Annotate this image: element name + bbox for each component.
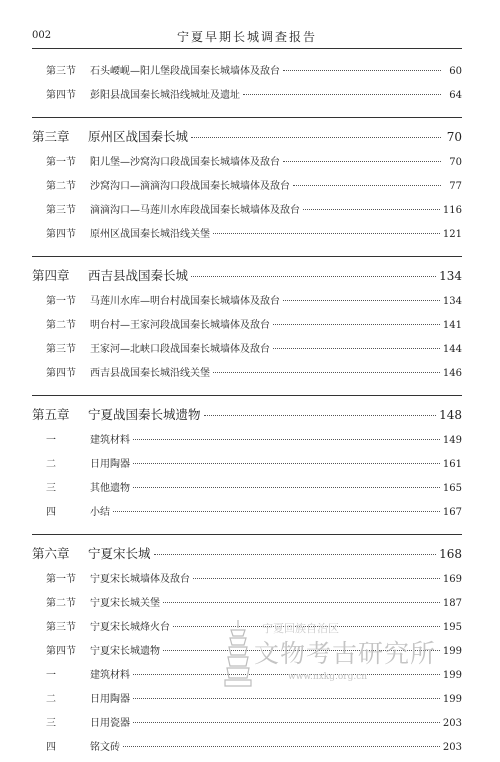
toc-section-entry[interactable] — [32, 62, 462, 86]
entry-label: 第三章 — [32, 129, 70, 144]
watermark-title: 文物考古研究所 — [254, 639, 437, 668]
entry-page: 168 — [439, 547, 462, 561]
toc-section-entry[interactable] — [32, 738, 462, 762]
watermark-subtitle: 宁夏回族自治区 — [262, 622, 339, 635]
entry-title: 滴滴沟口—马莲川水库段战国秦长城墙体及敌台 — [90, 205, 300, 216]
entry-label: 第四节 — [46, 90, 76, 101]
chapter-divider — [32, 395, 462, 396]
toc-chapter-entry[interactable] — [32, 405, 462, 431]
entry-page: 144 — [442, 344, 462, 355]
entry-label: 第六章 — [32, 546, 70, 561]
entry-label: 第四节 — [46, 646, 76, 657]
entry-page: 60 — [449, 66, 462, 77]
entry-title: 宁夏宋长城遗物 — [90, 646, 160, 657]
entry-page: 148 — [439, 408, 462, 422]
leader-dots — [154, 554, 437, 555]
leader-dots — [243, 94, 441, 95]
entry-label: 第四章 — [32, 268, 70, 283]
entry-page: 77 — [449, 181, 462, 192]
toc-section-entry[interactable] — [32, 714, 462, 738]
leader-dots — [303, 209, 440, 210]
entry-page: 64 — [449, 90, 462, 101]
watermark — [232, 620, 482, 690]
entry-title: 宁夏宋长城烽火台 — [90, 622, 170, 633]
entry-page: 141 — [442, 320, 462, 331]
entry-title: 其他遗物 — [90, 483, 130, 494]
entry-label: 第四节 — [46, 368, 76, 379]
leader-dots — [273, 324, 440, 325]
leader-dots — [273, 348, 440, 349]
entry-label: 第二节 — [46, 598, 76, 609]
entry-title: 明台村—王家河段战国秦长城墙体及敌台 — [90, 320, 270, 331]
leader-dots — [191, 276, 436, 277]
toc-chapter-entry[interactable] — [32, 127, 462, 153]
leader-dots — [213, 372, 440, 373]
entry-title: 宁夏宋长城 — [88, 546, 151, 561]
entry-title: 宁夏宋长城墙体及敌台 — [90, 574, 190, 585]
leader-dots — [133, 698, 440, 699]
leader-dots — [193, 578, 440, 579]
leader-dots — [133, 463, 440, 464]
toc-section-entry[interactable] — [32, 690, 462, 714]
entry-page: 134 — [439, 269, 462, 283]
entry-page: 203 — [442, 718, 462, 729]
entry-page: 146 — [442, 368, 462, 379]
chapter-divider — [32, 256, 462, 257]
entry-title: 王家河—北峡口段战国秦长城墙体及敌台 — [90, 344, 270, 355]
entry-label: 二 — [46, 694, 56, 705]
leader-dots — [113, 511, 440, 512]
entry-page: 199 — [442, 694, 462, 705]
entry-page: 121 — [442, 229, 462, 240]
entry-title: 原州区战国秦长城沿线关堡 — [90, 229, 210, 240]
entry-title: 日用陶器 — [90, 459, 130, 470]
entry-page: 149 — [442, 435, 462, 446]
toc-section-entry[interactable] — [32, 153, 462, 177]
entry-title: 日用瓷器 — [90, 718, 130, 729]
entry-page: 161 — [442, 459, 462, 470]
entry-label: 第三节 — [46, 205, 76, 216]
entry-label: 二 — [46, 459, 56, 470]
leader-dots — [123, 746, 440, 747]
entry-title: 原州区战国秦长城 — [88, 129, 189, 144]
entry-page: 199 — [442, 670, 462, 681]
entry-label: 一 — [46, 435, 56, 446]
entry-label: 第二节 — [46, 181, 76, 192]
leader-dots — [213, 233, 440, 234]
toc-section-entry[interactable] — [32, 455, 462, 479]
entry-label: 三 — [46, 718, 56, 729]
leader-dots — [283, 161, 441, 162]
pagoda-icon — [220, 618, 256, 688]
entry-label: 第四节 — [46, 229, 76, 240]
entry-title: 沙窝沟口—滴滴沟口段战国秦长城墙体及敌台 — [90, 181, 290, 192]
entry-label: 第一节 — [46, 157, 76, 168]
entry-title: 宁夏战国秦长城遗物 — [88, 407, 201, 422]
entry-title: 建筑材料 — [90, 670, 130, 681]
leader-dots — [133, 439, 440, 440]
toc-section-entry[interactable] — [32, 86, 462, 110]
entry-title: 建筑材料 — [90, 435, 130, 446]
watermark-url: www.nxkg.org.cn — [288, 672, 368, 682]
toc-section-entry[interactable] — [32, 201, 462, 225]
entry-page: 199 — [442, 646, 462, 657]
toc-chapter-entry[interactable] — [32, 266, 462, 292]
entry-title: 西吉县战国秦长城沿线关堡 — [90, 368, 210, 379]
entry-label: 第一节 — [46, 296, 76, 307]
entry-page: 167 — [442, 507, 462, 518]
leader-dots — [204, 415, 437, 416]
toc-section-entry[interactable] — [32, 292, 462, 316]
leader-dots — [293, 185, 441, 186]
toc-section-entry[interactable] — [32, 177, 462, 201]
page-header — [32, 26, 462, 49]
chapter-divider — [32, 534, 462, 535]
entry-page: 169 — [442, 574, 462, 585]
entry-page: 195 — [442, 622, 462, 633]
running-title: 宁夏早期长城调查报告 — [176, 30, 317, 44]
entry-label: 三 — [46, 483, 56, 494]
leader-dots — [191, 137, 441, 138]
leader-dots — [283, 300, 440, 301]
entry-page: 165 — [442, 483, 462, 494]
entry-label: 第五章 — [32, 407, 70, 422]
page-number: 002 — [32, 30, 52, 41]
toc-section-entry[interactable] — [32, 431, 462, 455]
toc-section-entry[interactable] — [32, 364, 462, 388]
toc-section-entry[interactable] — [32, 570, 462, 594]
entry-label: 第一节 — [46, 574, 76, 585]
leader-dots — [283, 70, 441, 71]
leader-dots — [133, 722, 440, 723]
entry-page: 70 — [446, 130, 462, 144]
entry-label: 第二节 — [46, 320, 76, 331]
entry-title: 阳儿堡—沙窝沟口段战国秦长城墙体及敌台 — [90, 157, 280, 168]
entry-title: 宁夏宋长城关堡 — [90, 598, 160, 609]
entry-label: 第三节 — [46, 344, 76, 355]
toc-section-entry[interactable] — [32, 340, 462, 364]
toc-section-entry[interactable] — [32, 316, 462, 340]
entry-label: 第三节 — [46, 66, 76, 77]
entry-title: 彭阳县战国秦长城沿线城址及遗址 — [90, 90, 240, 101]
entry-title: 铭文砖 — [90, 742, 120, 753]
toc-section-entry[interactable] — [32, 479, 462, 503]
toc-section-entry[interactable] — [32, 503, 462, 527]
entry-title: 小结 — [90, 507, 110, 518]
entry-page: 70 — [449, 157, 462, 168]
entry-title: 马莲川水库—明台村战国秦长城墙体及敌台 — [90, 296, 280, 307]
entry-title: 日用陶器 — [90, 694, 130, 705]
toc-section-entry[interactable] — [32, 594, 462, 618]
toc-chapter-entry[interactable] — [32, 544, 462, 570]
entry-page: 187 — [442, 598, 462, 609]
entry-title: 西吉县战国秦长城 — [88, 268, 189, 283]
toc-section-entry[interactable] — [32, 225, 462, 249]
entry-title: 石头崾岘—阳儿堡段战国秦长城墙体及敌台 — [90, 66, 280, 77]
chapter-divider — [32, 117, 462, 118]
entry-label: 第三节 — [46, 622, 76, 633]
entry-page: 203 — [442, 742, 462, 753]
entry-label: 一 — [46, 670, 56, 681]
entry-page: 134 — [442, 296, 462, 307]
entry-label: 四 — [46, 742, 56, 753]
entry-label: 四 — [46, 507, 56, 518]
entry-page: 116 — [442, 205, 462, 216]
leader-dots — [133, 487, 440, 488]
leader-dots — [163, 602, 440, 603]
